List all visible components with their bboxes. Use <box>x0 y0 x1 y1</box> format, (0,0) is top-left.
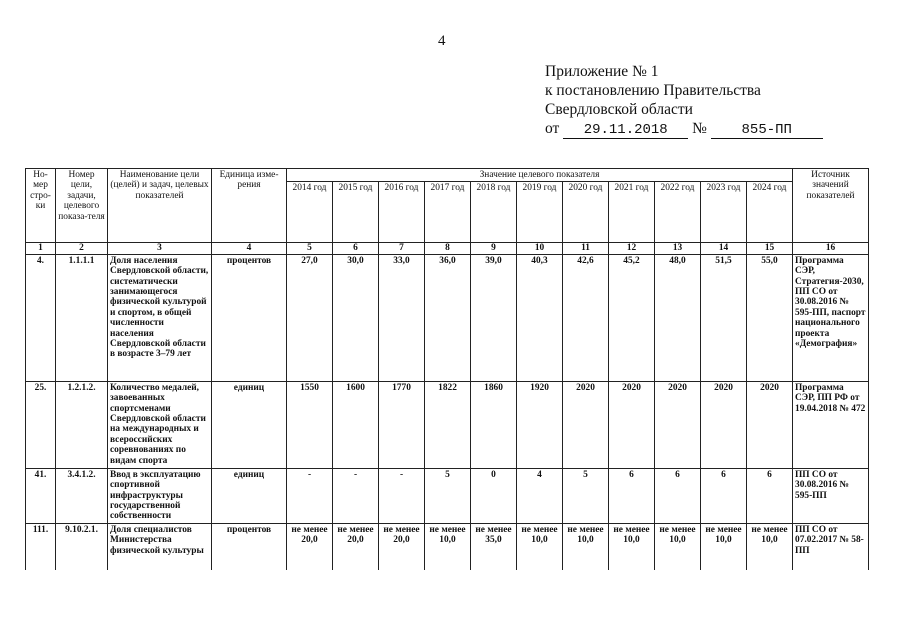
column-index: 9 <box>471 243 517 254</box>
header-values-group: Значение целевого показателя <box>287 169 793 182</box>
value-cell: 2020 <box>655 381 701 468</box>
header-name: Наименование цели (целей) и задач, целевых показателей <box>108 169 212 243</box>
table-row <box>26 523 869 570</box>
value-cell: 6 <box>701 468 747 523</box>
resolution-date: 29.11.2018 <box>563 122 688 139</box>
header-year: 2020 год <box>563 182 609 243</box>
header-date-line <box>545 119 823 139</box>
value-cell: не менее 20,0 <box>333 523 379 570</box>
value-cell: 40,3 <box>517 254 563 381</box>
value-cell: не менее 20,0 <box>287 523 333 570</box>
header-year: 2018 год <box>471 182 517 243</box>
value-cell: 45,2 <box>609 254 655 381</box>
table-row <box>26 381 869 468</box>
unit: единиц <box>212 381 287 468</box>
header-year: 2016 год <box>379 182 425 243</box>
column-index: 11 <box>563 243 609 254</box>
header-line-3: Свердловской области <box>545 101 693 118</box>
column-index: 3 <box>108 243 212 254</box>
row-number: 25. <box>26 381 56 468</box>
target-indicators-table <box>25 168 869 570</box>
column-index: 7 <box>379 243 425 254</box>
date-prefix: от <box>545 120 560 137</box>
value-cell: - <box>333 468 379 523</box>
header-line-2: к постановлению Правительства <box>545 82 761 99</box>
header-year: 2024 год <box>747 182 793 243</box>
column-index: 6 <box>333 243 379 254</box>
value-cell: 48,0 <box>655 254 701 381</box>
header-year: 2023 год <box>701 182 747 243</box>
indicator-name: Доля населения Свердловской области, систематически занимающегося физической культурой и спортом, в общей численности населения Свердловской области в возрасте 3–79 лет <box>108 254 212 381</box>
value-cell: не менее 10,0 <box>425 523 471 570</box>
source-cell: Программа СЭР, Стратегия-2030, ПП СО от 30.08.2016 № 595-ПП, паспорт национального проекта «Демография» <box>793 254 869 381</box>
header-year: 2021 год <box>609 182 655 243</box>
column-index: 4 <box>212 243 287 254</box>
value-cell: 33,0 <box>379 254 425 381</box>
indicator-name: Ввод в эксплуатацию спортивной инфраструктуры государственной собственности <box>108 468 212 523</box>
column-index: 13 <box>655 243 701 254</box>
value-cell: 6 <box>655 468 701 523</box>
indicator-name: Доля специалистов Министерства физической культуры <box>108 523 212 570</box>
row-number: 4. <box>26 254 56 381</box>
value-cell: не менее 10,0 <box>563 523 609 570</box>
unit: процентов <box>212 523 287 570</box>
header-source: Источник значений показателей <box>793 169 869 243</box>
value-cell: 2020 <box>609 381 655 468</box>
column-index: 16 <box>793 243 869 254</box>
row-number: 41. <box>26 468 56 523</box>
value-cell: 36,0 <box>425 254 471 381</box>
value-cell: 2020 <box>747 381 793 468</box>
value-cell: 27,0 <box>287 254 333 381</box>
document-header <box>545 62 823 139</box>
value-cell: 1600 <box>333 381 379 468</box>
header-year: 2014 год <box>287 182 333 243</box>
column-index: 5 <box>287 243 333 254</box>
source-cell: ПП СО от 07.02.2017 № 58-ПП <box>793 523 869 570</box>
goal-number: 1.1.1.1 <box>56 254 108 381</box>
value-cell: 51,5 <box>701 254 747 381</box>
header-row-no: Но-мер стро-ки <box>26 169 56 243</box>
row-number: 111. <box>26 523 56 570</box>
number-prefix: № <box>692 120 707 137</box>
unit: единиц <box>212 468 287 523</box>
value-cell: 5 <box>425 468 471 523</box>
value-cell: 1770 <box>379 381 425 468</box>
value-cell: 1920 <box>517 381 563 468</box>
value-cell: 39,0 <box>471 254 517 381</box>
table-row <box>26 254 869 381</box>
page-number: 4 <box>438 33 446 49</box>
value-cell: 2020 <box>701 381 747 468</box>
header-year: 2015 год <box>333 182 379 243</box>
column-index: 15 <box>747 243 793 254</box>
value-cell: - <box>287 468 333 523</box>
value-cell: 1860 <box>471 381 517 468</box>
column-index: 14 <box>701 243 747 254</box>
column-index: 10 <box>517 243 563 254</box>
column-index-row <box>26 243 869 254</box>
resolution-number: 855-ПП <box>711 122 823 139</box>
column-index: 1 <box>26 243 56 254</box>
value-cell: 1822 <box>425 381 471 468</box>
value-cell: 6 <box>747 468 793 523</box>
goal-number: 1.2.1.2. <box>56 381 108 468</box>
goal-number: 9.10.2.1. <box>56 523 108 570</box>
header-unit: Единица изме-рения <box>212 169 287 243</box>
header-goal-no: Номер цели, задачи, целевого показа-теля <box>56 169 108 243</box>
value-cell: не менее 10,0 <box>747 523 793 570</box>
value-cell: - <box>379 468 425 523</box>
value-cell: не менее 20,0 <box>379 523 425 570</box>
value-cell: не менее 10,0 <box>609 523 655 570</box>
value-cell: не менее 10,0 <box>701 523 747 570</box>
goal-number: 3.4.1.2. <box>56 468 108 523</box>
table-header-row <box>26 169 869 182</box>
header-year: 2017 год <box>425 182 471 243</box>
unit: процентов <box>212 254 287 381</box>
header-year: 2022 год <box>655 182 701 243</box>
value-cell: не менее 10,0 <box>517 523 563 570</box>
value-cell: 6 <box>609 468 655 523</box>
value-cell: 1550 <box>287 381 333 468</box>
column-index: 8 <box>425 243 471 254</box>
column-index: 12 <box>609 243 655 254</box>
column-index: 2 <box>56 243 108 254</box>
value-cell: 42,6 <box>563 254 609 381</box>
source-cell: ПП СО от 30.08.2016 № 595-ПП <box>793 468 869 523</box>
header-line-1: Приложение № 1 <box>545 63 659 80</box>
table-row <box>26 468 869 523</box>
value-cell: 30,0 <box>333 254 379 381</box>
value-cell: 4 <box>517 468 563 523</box>
header-year: 2019 год <box>517 182 563 243</box>
value-cell: не менее 35,0 <box>471 523 517 570</box>
value-cell: 0 <box>471 468 517 523</box>
value-cell: не менее 10,0 <box>655 523 701 570</box>
source-cell: Программа СЭР, ПП РФ от 19.04.2018 № 472 <box>793 381 869 468</box>
value-cell: 5 <box>563 468 609 523</box>
indicator-name: Количество медалей, завоеванных спортсменами Свердловской области на международных и всероссийских соревнованиях по видам спорта <box>108 381 212 468</box>
value-cell: 55,0 <box>747 254 793 381</box>
value-cell: 2020 <box>563 381 609 468</box>
